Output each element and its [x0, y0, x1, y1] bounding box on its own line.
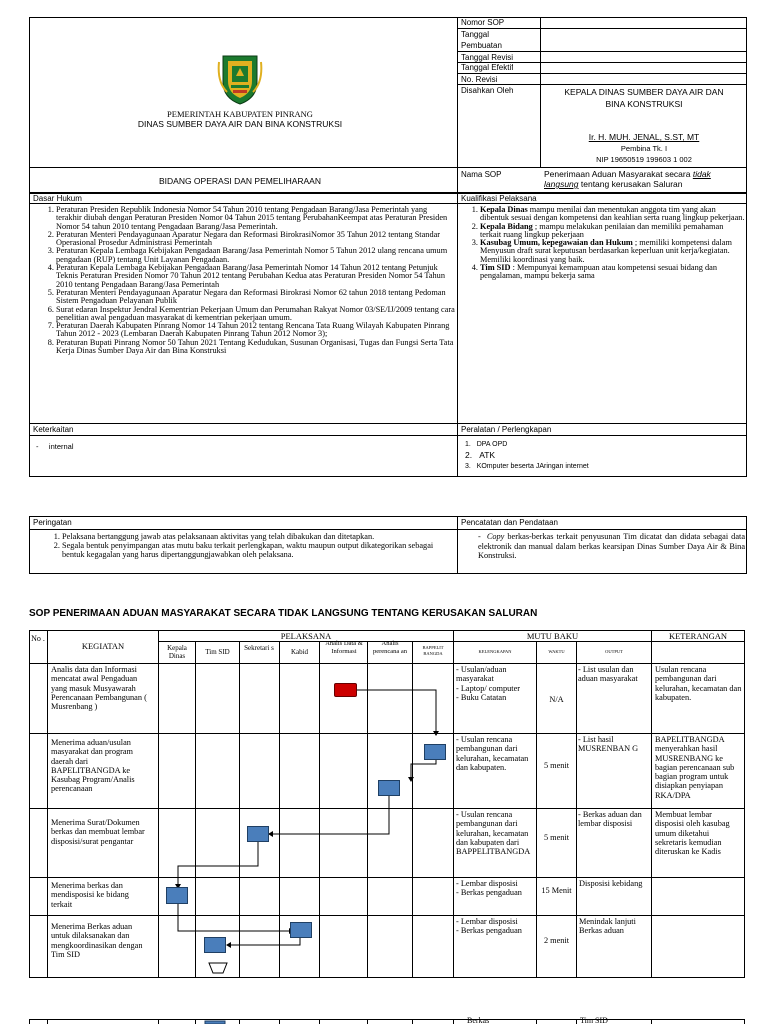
- kualifikasi-desc: ; memiliki kompetensi dalam Menyusun draft surat keputusan berdasarkan keperluan unit kerja/kegiatan. Memiliki koordinasi yang baik.: [480, 238, 732, 264]
- meta-label-disahkan: Disahkan Oleh: [461, 86, 514, 95]
- dasar-hukum-label: Dasar Hukum: [33, 194, 82, 203]
- meta-label-tanggal-efektif: Tanggal Efektif: [461, 63, 514, 72]
- pelaksana-analis-perencanaan: Analis perencana an: [372, 640, 408, 655]
- kelengkapan-list: [456, 665, 536, 702]
- waktu-text: 2 menit: [543, 936, 570, 945]
- meta-label-tanggal-revisi: Tanggal Revisi: [461, 53, 514, 62]
- waktu-text: 15 Menit: [541, 886, 572, 895]
- kelengkapan-text: Usulan rencana pembangunan dari kelurahan, kecamatan dan kabupaten dari BAPPELITBANGDA: [456, 810, 531, 857]
- legal-item: 1. Peraturan Presiden Republik Indonesia Nomor 54 Tahun 2010 tentang Pengadaan Barang/Jasa Pemerintah yang terakhir diubah dengan Peraturan Presiden Nomor 04 Tahun 2015 tentang PerubahanKeempat atas Peraturan Presiden Nomor 54 tahun 2010 tentang Pengadaan Barang/Jasa Pemerintah.: [56, 206, 455, 231]
- pencatatan-label: Pencatatan dan Pendataan: [461, 518, 558, 527]
- flow-start-terminator: [334, 683, 357, 697]
- keterkaitan-label: Keterkaitan: [33, 425, 74, 434]
- waktu-text: 5 menit: [543, 833, 570, 842]
- kegiatan-text: Menerima Surat/Dokumen berkas dan membuat lembar disposisi/surat pengantar: [51, 818, 145, 846]
- org-line1: PEMERINTAH KABUPATEN PINRANG: [167, 109, 313, 119]
- keterkaitan-text: internal: [48, 442, 74, 451]
- output-text: - Berkas aduan dan lembar disposisi: [578, 810, 642, 829]
- kegiatan-text: Menerima berkas dan mendisposisi ke bidang terkait: [51, 881, 129, 909]
- col-kegiatan: KEGIATAN: [81, 641, 125, 651]
- approver-title: KEPALA DINAS SUMBER DAYA AIR DAN BINA KONSTRUKSI: [564, 87, 724, 109]
- kualifikasi-role: Kepala Bidang: [480, 221, 533, 231]
- kegiatan-text: Menerima Berkas aduan untuk dilaksanakan dan mengkoordinasikan dengan Tim SID: [51, 922, 143, 959]
- pencatatan-body: berkas-berkas terkait penyusunan Tim dicatat dan didata sebagai data elektronik dan manual dalam berkas kearsipan Dinas Sumber Daya Air & Bina Konstruksi.: [478, 532, 745, 560]
- kelengkapan-text: Buku Catatan: [460, 692, 507, 702]
- peringatan-item: 1. Pelaksana bertanggung jawab atas pelaksanaan aktivitas yang telah dibakukan dan ditetapkan.: [62, 532, 455, 541]
- flow-process-box: [290, 922, 312, 938]
- nama-sop-underline: tidak langsung: [544, 169, 711, 189]
- keterangan-text: BAPELITBANGDA menyerahkan hasil MUSRENBANG ke bagian perencanaan sub bagian program untuk disiapkan penyiapan RKA/DPA: [655, 735, 735, 800]
- col-no: No .: [31, 634, 45, 643]
- next-page-output: Tim SID: [580, 1016, 608, 1025]
- approver-rank: Pembina Tk. I: [620, 144, 668, 153]
- output-text: Menindak lanjuti Berkas aduan: [579, 917, 636, 936]
- mutu-kelengkapan: KELENGKAPAN: [478, 649, 512, 654]
- col-pelaksana: PELAKSANA: [280, 631, 332, 641]
- meta-label-tanggal: Tanggal: [461, 30, 490, 39]
- kelengkapan-item: - Buku Catatan: [456, 692, 507, 702]
- flow-process-box: [166, 887, 188, 904]
- kelengkapan-list: [456, 810, 536, 856]
- kelengkapan-item: - Usulan rencana pembangunan dari kelurahan, kecamatan dan kabupaten.: [456, 735, 529, 772]
- kualifikasi-role: Kasubag Umum, kepegawaian dan Hukum: [480, 238, 633, 248]
- kelengkapan-text: Lembar disposisi: [460, 879, 518, 888]
- kelengkapan-list: [456, 879, 536, 898]
- legal-item: 5. Peraturan Menteri Pendayagunaan Aparatur Negara dan Reformasi Birokrasi Nomor 62 tahun 2018 tentang Pedoman Sistem Pengaduan Pelayanan Publik: [56, 289, 455, 306]
- output-text: Disposisi kebidang: [579, 879, 643, 888]
- kelengkapan-text: Lembar disposisi: [460, 917, 518, 926]
- kelengkapan-text: Laptop/ computer: [460, 683, 521, 693]
- kelengkapan-item: - Berkas pengaduan: [456, 926, 522, 936]
- legal-item: 7. Peraturan Daerah Kabupaten Pinrang Nomor 14 Tahun 2012 tentang Rencana Tata Ruang Wilayah Kabupaten Pinrang Tahun 2012 - 2023 (Lembaran Daerah Kabupaten Pinrang Tahun 2012 Nomor 3);: [56, 322, 455, 339]
- flow-title: SOP PENERIMAAN ADUAN MASYARAKAT SECARA TIDAK LANGSUNG TENTANG KERUSAKAN SALURAN: [29, 608, 538, 619]
- kualifikasi-desc: : Mempunyai kemampuan atau kompetensi sesuai bidang dan pengalaman, mampu bekerja sama: [480, 263, 717, 281]
- peralatan-item: 3. KOmputer beserta JAringan internet: [465, 463, 589, 470]
- flow-process-box: [424, 744, 446, 760]
- kelengkapan-text: Berkas pengaduan: [460, 888, 522, 898]
- kelengkapan-item: - Lembar disposisi: [456, 917, 518, 926]
- pelaksana-kabid: Kabid: [290, 648, 309, 656]
- kelengkapan-text: Usulan/aduan masyarakat: [456, 665, 507, 684]
- nama-sop-post: tentang kerusakan Saluran: [578, 179, 683, 189]
- output-text: - List hasil MUSRENBAN G: [578, 735, 639, 754]
- kelengkapan-text: Usulan rencana pembangunan dari kelurahan, kecamatan dan kabupaten.: [456, 735, 529, 772]
- waktu-text: N/A: [549, 695, 564, 704]
- kelengkapan-list: [456, 917, 536, 936]
- kelengkapan-item: - Lembar disposisi: [456, 879, 518, 888]
- peralatan-text: KOmputer beserta JAringan internet: [476, 463, 589, 470]
- kegiatan-text: Menerima aduan/usulan masyarakat dan program daerah dari BAPELITBANGDA ke Kasubag Program/Analis perencanaan: [51, 738, 135, 794]
- pencatatan-text: - Copy berkas-berkas terkait penyusunan Tim dicatat dan didata sebagai data elektronik dan manual dalam berkas kearsipan Dinas Sumber Daya Air & Bina Konstruksi.: [478, 532, 745, 560]
- col-keterangan: KETERANGAN: [668, 631, 728, 641]
- kualifikasi-label: Kualifikasi Pelaksana: [461, 194, 537, 203]
- pencatatan-italic: Copy: [486, 532, 505, 541]
- pelaksana-kepala-dinas: Kepala Dinas: [167, 644, 187, 660]
- mutu-output: OUTPUT: [605, 649, 623, 654]
- org-line2: DINAS SUMBER DAYA AIR DAN BINA KONSTRUKSI: [137, 119, 343, 129]
- waktu-text: 5 menit: [543, 761, 570, 770]
- kualifikasi-desc: mampu menilai dan menentukan anggota tim yang akan dibentuk sesuai dengan kompetensi dan keahlian serta ruang lingkup pekerjaan.: [480, 205, 745, 223]
- approver-name: Ir. H. MUH. JENAL, S.ST, MT: [588, 132, 700, 142]
- nama-sop-label: Nama SOP: [461, 170, 502, 179]
- peralatan-text: DPA OPD: [476, 441, 508, 448]
- output-value: Berkas aduan dan lembar disposisi: [578, 810, 642, 829]
- kelengkapan-item: - Laptop/ computer: [456, 683, 521, 693]
- offpage-connector: [209, 963, 227, 973]
- pelaksana-tim-sid: Tim SID: [205, 648, 230, 656]
- output-text: - List usulan dan aduan masyarakat: [578, 665, 638, 684]
- kelengkapan-item: - Berkas pengaduan: [456, 888, 522, 898]
- kelengkapan-item: - Usulan rencana pembangunan dari kelurahan, kecamatan dan kabupaten dari BAPPELITBANGDA: [456, 810, 531, 857]
- meta-label-pembuatan: Pembuatan: [461, 41, 502, 50]
- kualifikasi-desc: ; mampu melakukan penilaian dan memiliki pemahaman terkait ruang lingkup pekerjaan: [480, 221, 724, 239]
- kegiatan-text: Analis data dan Informasi mencatat awal Pengaduan yang masuk Musyawarah Perencanaan Pembangunan ( Musrenbang ): [51, 665, 147, 712]
- keterangan-text: Usulan rencana pembangunan dari kelurahan, kecamatan dan kabupaten.: [655, 665, 742, 702]
- legal-item: 6. Surat edaran Inspektur Jendral Kementrian Pekerjaan Umum dan Perumahan Rakyat Nomor 03/SE/IJ/2009 tentang cara penelitian awal pengaduan masyarakat di kementrian pekerjaan umum.: [56, 306, 455, 323]
- pelaksana-analis-data: Analis Data & Informasi: [325, 640, 363, 655]
- kualifikasi-role: Kepala Dinas: [480, 205, 528, 214]
- nama-sop-pre: Penerimaan Aduan Masyarakat secara: [544, 169, 693, 179]
- kelengkapan-list: [456, 735, 536, 772]
- col-mutu-baku: MUTU BAKU: [526, 631, 579, 641]
- pelaksana-sekretaris: Sekretari s: [244, 644, 274, 652]
- kelengkapan-item: - Usulan/aduan masyarakat: [456, 665, 507, 684]
- next-page-kelengkapan: Berkas: [467, 1016, 490, 1025]
- legal-item: 2. Peraturan Menteri Pendayagunaan Aparatur Negara dan Reformasi BirokrasiNomor 35 Tahun 2012 tentang Standar Operasional Prosedur Administrasi Pemerintah: [56, 231, 455, 248]
- division-title: BIDANG OPERASI DAN PEMELIHARAAN: [158, 176, 321, 186]
- flow-process-box: [247, 826, 269, 842]
- output-value: List hasil MUSRENBAN G: [578, 735, 639, 754]
- keterkaitan-item: - internal: [36, 442, 74, 451]
- peringatan-item: 2. Segala bentuk penyimpangan atas mutu baku terkait perlengkapan, waktu maupun output dikategorikan sebagai bentuk kegagalan yang harus dipertanggungjawabkan oleh pelaksana.: [62, 541, 455, 559]
- legal-item: 3. Peraturan Kepala Lembaga Kebijakan Pengadaan Barang/Jasa Pemerintah Nomor 5 Tahun 2012 ulang rencana umum pengadaan (RUP) tentang Unit Layanan Pengadaan.: [56, 247, 455, 264]
- next-page-table-edge: [0, 1016, 768, 1024]
- peringatan-label: Peringatan: [33, 518, 72, 527]
- peralatan-label: Peralatan / Perlengkapan: [461, 425, 552, 434]
- peralatan-item: 1. DPA OPD: [465, 441, 508, 448]
- legal-item: 4. Peraturan Kepala Lembaga Kebijakan Pengadaan Barang/Jasa Pemerintah Nomor 14 Tahun 2012 tentang Petunjuk Teknis Peraturan Presiden Nomor 70 Tahun 2012 tentang Perubahan Kedua atas Peraturan Presiden Nomor 54 Tahun 2010 tentang Pengadaan Barang/Jasa Pemerintah: [56, 264, 455, 289]
- keterangan-text: Membuat lembar disposisi oleh kasubag umum diketahui sekretaris kemudian diteruskan ke Kadis: [655, 810, 730, 857]
- peralatan-text: ATK: [479, 450, 496, 460]
- kualifikasi-role: Tim SID: [480, 263, 511, 273]
- approver-nip: NIP 19650519 199603 1 002: [596, 155, 692, 164]
- kelengkapan-text: Berkas pengaduan: [460, 926, 522, 936]
- flow-process-box: [204, 937, 226, 953]
- output-value: List usulan dan aduan masyarakat: [578, 665, 638, 684]
- meta-label-nomor-sop: Nomor SOP: [461, 18, 505, 27]
- flow-process-box: [378, 780, 400, 796]
- pelaksana-bappelitbangda: BAPPELIT BANGDA: [422, 645, 444, 656]
- peralatan-item: 2. ATK: [465, 450, 496, 460]
- mutu-waktu: WAKTU: [548, 649, 565, 654]
- meta-label-no-revisi: No. Revisi: [461, 75, 498, 84]
- legal-item: 8. Peraturan Bupati Pinrang Nomor 50 Tahun 2021 Tentang Kedudukan, Susunan Organisasi, Tugas dan Fungsi Serta Tata Kerja Dinas Sumber Daya Air dan Bina Konstruksi: [56, 339, 455, 356]
- flow-connectors: [178, 690, 436, 945]
